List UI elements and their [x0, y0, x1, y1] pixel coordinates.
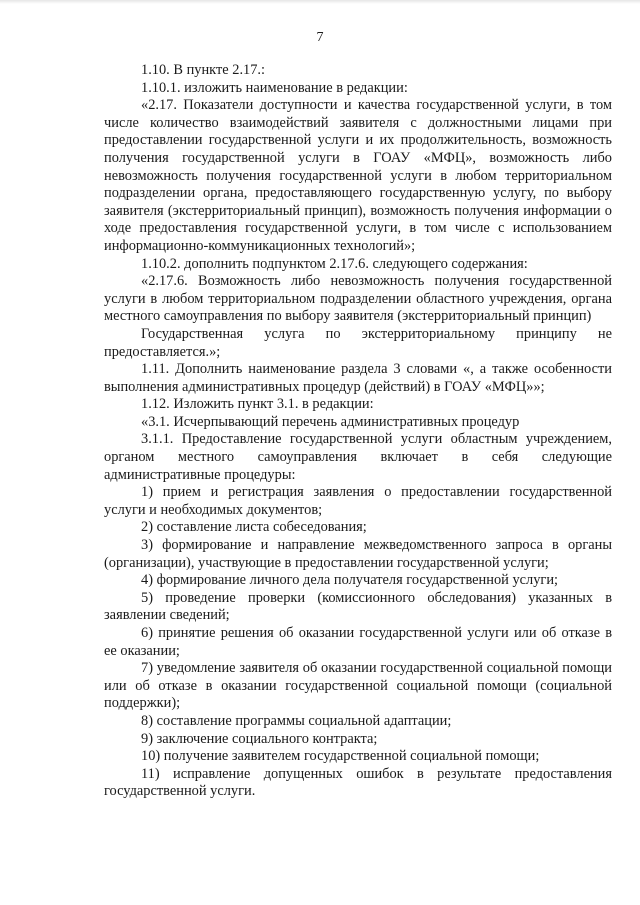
list-item: 10) получение заявителем государственной социальной помощи; [141, 748, 540, 765]
list-item: 11) исправление допущенных ошибок в результате предоставления государственной услуги. [104, 765, 612, 800]
paragraph: 1.11. Дополнить наименование раздела 3 словами «, а также особенности выполнения административных процедур (действий) в ГОАУ «МФЦ»»; [104, 361, 612, 395]
list-item: 7) уведомление заявителя об оказании государственной социальной помощи или об отказе в оказании государственной социальной помощи (социальной поддержки); [104, 660, 612, 712]
paragraph: 1.12. Изложить пункт 3.1. в редакции: [141, 396, 374, 413]
list-item: 8) составление программы социальной адаптации; [141, 712, 452, 729]
list-item: 2) составление листа собеседования; [141, 519, 367, 536]
list-item: 5) проведение проверки (комиссионного обследования) указанных в заявлении сведений; [104, 589, 612, 624]
paragraph: 1.10.2. дополнить подпунктом 2.17.6. следующего содержания: [141, 255, 528, 272]
paragraph: «3.1. Исчерпывающий перечень административных процедур [141, 413, 520, 430]
list-item: 4) формирование личного дела получателя государственной услуги; [141, 572, 559, 589]
scan-edge-shadow [0, 0, 640, 4]
paragraph: 3.1.1. Предоставление государственной услуги областным учреждением, органом местного самоуправления включает в себя следующие административные процедуры: [104, 431, 612, 483]
paragraph: Государственная услуга по экстерриториальному принципу не предоставляется.»; [104, 325, 612, 360]
paragraph: 1.10.1. изложить наименование в редакции: [141, 79, 408, 96]
list-item: 9) заключение социального контракта; [141, 730, 378, 747]
paragraph: «2.17.6. Возможность либо невозможность получения государственной услуги в любом территориальном подразделении областного учреждения, органа местного самоуправления по выбору заявителя (экстерриториальный принцип) [104, 273, 612, 325]
paragraph: «2.17. Показатели доступности и качества государственной услуги, в том числе количество взаимодействий заявителя с должностными лицами при предоставлении государственной услуги и их продолжительность, возможность получения государственной услуги в ГОАУ «МФЦ», возможность либо невозможность получения государственной услуги в любом территориальном подразделении органа, предоставляющего государственную услугу, по выбору заявителя (экстерриториальный принцип), возможность получения информации о ходе предоставления государственной услуги, в том числе с использованием информационно-коммуникационных технологий»; [104, 97, 612, 254]
document-body [104, 62, 612, 801]
list-item: 3) формирование и направление межведомственного запроса в органы (организации), участвующие в предоставлении государственной услуги; [104, 537, 612, 571]
list-item: 1) прием и регистрация заявления о предоставлении государственной услуги и необходимых документов; [104, 484, 612, 518]
list-item: 6) принятие решения об оказании государственной услуги или об отказе в ее оказании; [104, 625, 612, 659]
paragraph: 1.10. В пункте 2.17.: [141, 62, 266, 78]
page-number: 7 [316, 30, 324, 45]
